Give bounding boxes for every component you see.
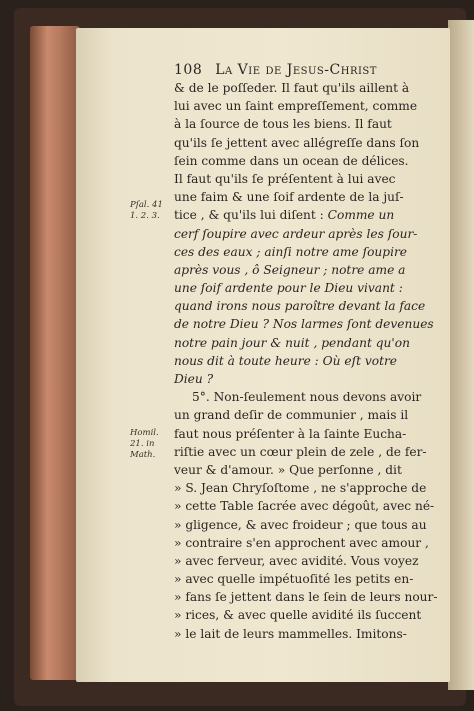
text-line: » avec ferveur, avec avidité. Vous voyez bbox=[174, 553, 419, 568]
text-line: après vous , ô Seigneur ; notre ame a bbox=[174, 262, 406, 277]
text-line: quand irons nous paroître devant la face bbox=[174, 299, 426, 314]
text-line: & de le poſſeder. Il faut qu'ils aillent à bbox=[174, 81, 410, 95]
text-line: » avec quelle impétuoſité les petits en- bbox=[174, 572, 414, 587]
text-line: ſein comme dans un ocean de délices. bbox=[174, 153, 409, 168]
page-edges bbox=[30, 26, 80, 680]
text-line: une ſoif ardente pour le Dieu vivant : bbox=[174, 281, 403, 296]
text-line: » cette Table ſacrée avec dégoût, avec né- bbox=[174, 499, 435, 514]
running-head bbox=[174, 62, 444, 78]
page-title: La Vie de Jesus-Christ bbox=[215, 62, 377, 78]
text-line: » S. Jean Chryſoſtome , ne s'approche de bbox=[174, 481, 427, 496]
text-line: de notre Dieu ? Nos larmes ſont devenues bbox=[174, 317, 434, 332]
text-line: à la ſource de tous les biens. Il faut bbox=[174, 117, 392, 132]
margin-note-psalm: Pſal. 41 1. 2. 3. bbox=[130, 200, 163, 221]
text-line: tice , & qu'ils lui diſent : Comme un bbox=[174, 208, 395, 223]
text-line: lui avec un ſaint empreſſement, comme bbox=[174, 99, 418, 114]
text-line: » gligence, & avec froideur ; que tous au bbox=[174, 517, 427, 532]
text-line: veur & d'amour. » Que perſonne , dit bbox=[174, 462, 402, 477]
text-line: Il faut qu'ils ſe préſentent à lui avec bbox=[174, 171, 396, 186]
italic-quote-start: Comme un bbox=[327, 208, 395, 223]
body-text bbox=[174, 79, 446, 643]
text-line: nous dit à toute heure : Où eſt votre bbox=[174, 353, 398, 368]
text-line: un grand deſir de communier , mais il bbox=[174, 408, 409, 423]
text-line: » contraire s'en approchent avec amour , bbox=[174, 535, 429, 550]
text-line: riſtie avec un cœur plein de zele , de fer- bbox=[174, 444, 427, 459]
text-line: » le lait de leurs mammelles. Imitons- bbox=[174, 626, 407, 641]
text-line: notre pain jour & nuit , pendant qu'on bbox=[174, 335, 410, 350]
text-line: une faim & une ſoif ardente de la juſ- bbox=[174, 190, 404, 205]
text-line: » fans ſe jettent dans le ſein de leurs nour- bbox=[174, 590, 438, 605]
text-line: » rices, & avec quelle avidité ils ſuccent bbox=[174, 608, 422, 623]
margin-note-homily: Homil. 21. in Math. bbox=[130, 428, 159, 460]
text-line: 5°. Non-ſeulement nous devons avoir bbox=[192, 390, 422, 405]
facing-page-edge bbox=[448, 20, 474, 690]
page-number: 108 bbox=[174, 62, 203, 78]
text-line: qu'ils ſe jettent avec allégreſſe dans ſon bbox=[174, 135, 420, 150]
text-line: faut nous préſenter à la ſainte Eucha- bbox=[174, 426, 407, 441]
text-line: ces des eaux ; ainſi notre ame ſoupire bbox=[174, 244, 408, 259]
text-line: Dieu ? bbox=[174, 372, 214, 386]
text-line: cerf ſoupire avec ardeur après les ſour- bbox=[174, 226, 418, 241]
